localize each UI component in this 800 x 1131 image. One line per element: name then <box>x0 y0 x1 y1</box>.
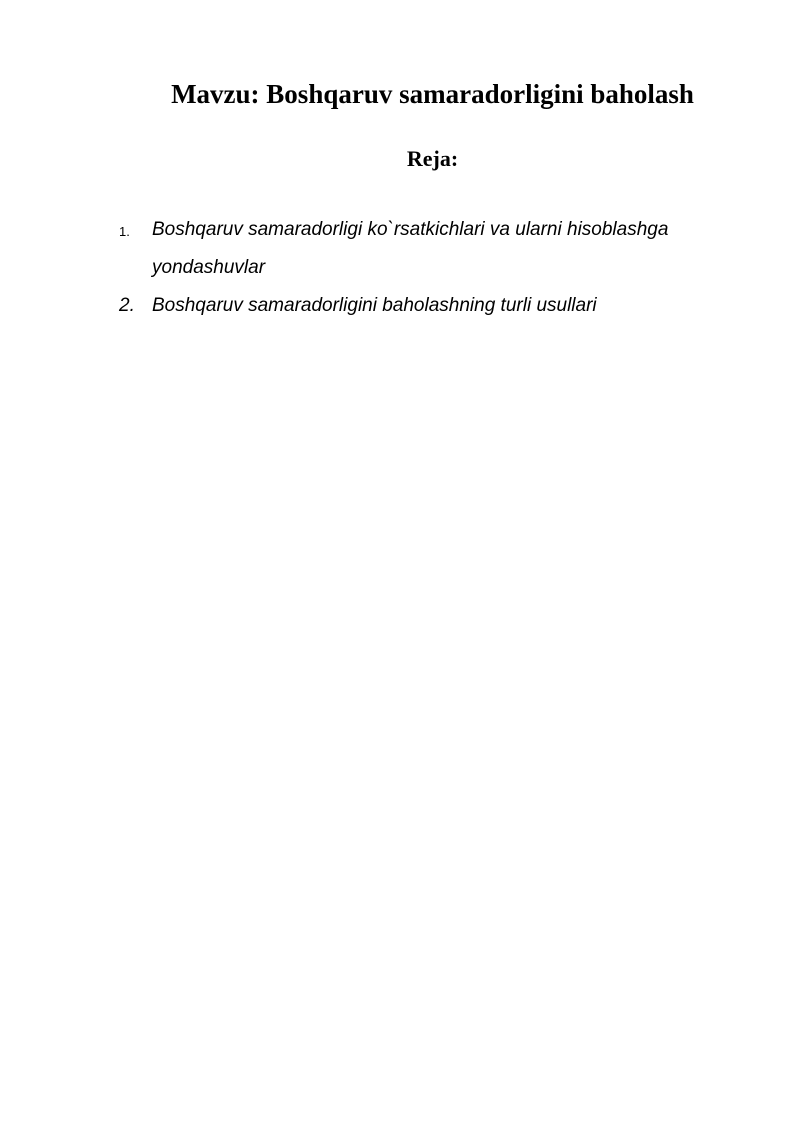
page-title: Mavzu: Boshqaruv samaradorligini baholash <box>171 79 694 109</box>
list-item-text: Boshqaruv samaradorligi ko`rsatkichlari va ularni hisoblashga yondashuvlar <box>152 219 669 278</box>
list-item-number: 1. <box>119 224 130 239</box>
list-item-number: 2. <box>119 295 135 316</box>
list-item-text: Boshqaruv samaradorligini baholashning turli usullari <box>152 295 597 316</box>
plan-heading: Reja: <box>406 146 459 171</box>
